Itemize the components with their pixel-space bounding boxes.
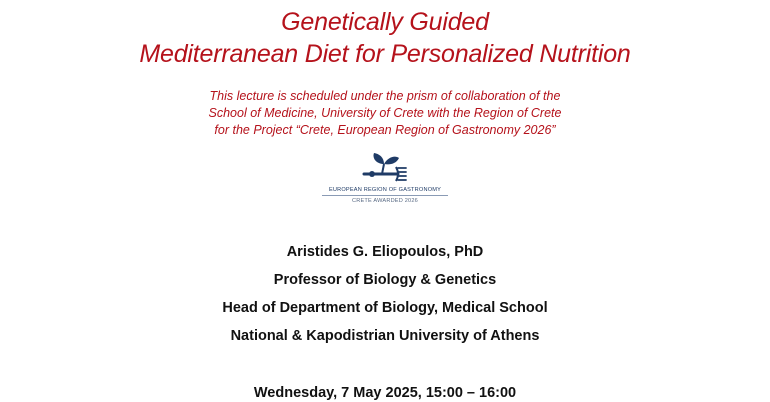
gastronomy-region-logo — [300, 150, 470, 208]
speaker-title: Professor of Biology & Genetics — [273, 272, 497, 288]
speaker-position: Head of Department of Biology, Medical School — [222, 300, 548, 316]
logo-text-awarded: CRETE AWARDED 2026 — [352, 198, 418, 204]
lecture-title-line-2: Mediterranean Diet for Personalized Nutrition — [139, 40, 631, 68]
collaboration-note-line-1: This lecture is scheduled under the prism of collaboration of the — [209, 89, 561, 103]
speaker-institution: National & Kapodistrian University of Athens — [230, 328, 540, 344]
fork-leaf-logo-icon — [362, 152, 408, 186]
collaboration-note-line-2: School of Medicine, University of Crete with the Region of Crete — [208, 106, 562, 120]
lecture-title-line-1: Genetically Guided — [281, 8, 489, 36]
logo-divider — [322, 195, 448, 196]
speaker-name: Aristides G. Eliopoulos, PhD — [286, 244, 484, 260]
event-datetime: Wednesday, 7 May 2025, 15:00 – 16:00 — [253, 385, 517, 401]
collaboration-note-line-3: for the Project “Crete, European Region of Gastronomy 2026” — [214, 123, 556, 137]
logo-text-region: EUROPEAN REGION OF GASTRONOMY — [328, 187, 442, 193]
